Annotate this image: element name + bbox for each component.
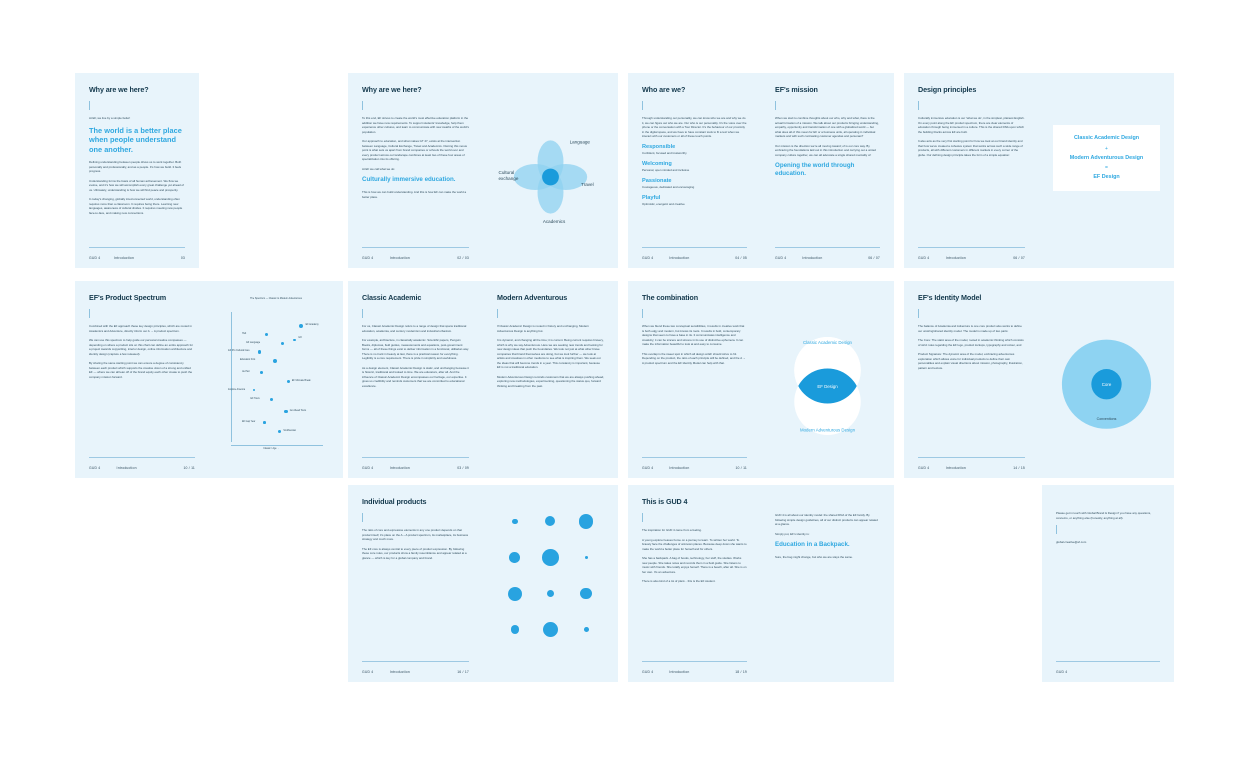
product-dot (584, 627, 589, 632)
footer-brand: GUD 4 (918, 466, 930, 470)
chart-point-label: Go Ahead Tours (289, 409, 307, 412)
page-title: EF's Product Spectrum (89, 293, 167, 302)
chart-point (273, 359, 277, 363)
footer-rule (642, 661, 747, 662)
product-dot (579, 514, 593, 528)
body-paragraph: The EF core is always central to every piece of product expression. By following these core rules, our products show a family resemblance and appear related at a glance — which is key for a global company and brand. (362, 546, 467, 560)
product-dot (509, 552, 520, 563)
footer-section: Introduction (669, 256, 690, 260)
body-paragraph: Product Signature: The dynamic area of the model, embracing adventurous exploration which allows voice for individual products to define their own personalities and explain visual directions about mission, photography, illustration, pattern and texture. (918, 352, 1023, 370)
equation-plus: + (1105, 145, 1108, 152)
body-paragraph: The inspiration for GUD 4 came from a feeling. (642, 528, 702, 532)
chart-point (287, 380, 290, 383)
footer-rule (918, 457, 1025, 458)
body-paragraph: Our approach to education, and what makes GT 27, exists at the intersection between Language, Cultural Exchange, Travel and Academics. Owning this nexus point is what sets us apart from brand companies or schools the world over and every product across our landscape combines at least two of these four areas of specialization into its offering. (362, 139, 467, 161)
page-why-are-we-here-1 (75, 73, 199, 268)
product-dot (542, 549, 559, 566)
page-classic-academic (348, 281, 483, 478)
page-venn-diagram (761, 281, 894, 478)
body-paragraph: Defining understanding between people drives us to work together. Both personally and professionally, and as a people. It's how we build. It feels progress. (89, 160, 182, 174)
page-title: The combination (642, 293, 699, 302)
chart-point-label: Smithsonian (283, 430, 297, 433)
footer-rule (642, 457, 747, 458)
footer-section: Introduction (389, 670, 410, 674)
footer-page-number: 03 (180, 256, 185, 260)
footer-section: Introduction (945, 256, 966, 260)
footer-page-number: 06 / 07 (868, 256, 880, 260)
chart-point-label: EF Pro Cultural Care (228, 350, 250, 353)
page-individual-products (348, 485, 483, 682)
footer-page-number: 03 / 09 (457, 466, 469, 470)
tick-mark (497, 309, 498, 318)
page-footer (775, 256, 880, 260)
chart-point-label: Explore America (228, 388, 246, 391)
footer-section: Introduction (802, 256, 823, 260)
footer-page-number: 14 / 15 (1013, 466, 1025, 470)
page-title: Individual products (362, 497, 427, 506)
product-dot (511, 625, 519, 633)
venn-center-label: EF Design (817, 383, 838, 389)
value-description: Optimistic, energetic and creative (642, 201, 685, 206)
chart-point (260, 371, 263, 374)
chart-point-label: Au Pair (242, 371, 250, 374)
body-paragraph: GUD 4 is all about our identity model: the shared DNA of the EF family. By following simple design guidelines, all of our distinct products can appear related at a glance. (775, 513, 878, 526)
body-paragraph: She has a backpack. A bag of books, technology, her stuff, the studies. Works new people. She takes notes and records them in a field guide. She listens to music with friends. She totally enjoys herself. There is a beach, after all. She is on her own. It's an adventure. (642, 556, 747, 574)
body-paragraph: Through understanding our personality, we can know who we are and why we do it, we can figure out who we are. Our who is our personality. It's the voice over the phone or the conversation with a Tour Director. It's the behaviour of our proximity in the digital space, and we have to have constant tools to fit a text when we interact with our customers or all of these touch points. (642, 116, 747, 138)
tick-mark (1056, 525, 1057, 534)
chart-point-label: EF Tours (250, 397, 260, 400)
page-design-principles (904, 73, 1039, 268)
body-paragraph: We can use this spectrum to help guide our personal creative compasses — depending on where a product sits on this chart can define an entire approach for a project towards copywriting, interior design, online information architecture and identity design (capture a few released). (89, 338, 193, 356)
circle-core-label: Core (1101, 381, 1112, 387)
body-paragraph: It also acts as the very first starting point for how we look at our brand identity and that how we've created a cohesive system that works across such a wide range of products, all with different customers in different markets in every corner of the globe. Our defining design principle takes the form of a simple equation: (918, 139, 1023, 157)
page-title: Why are we here? (89, 85, 149, 94)
value-name: Responsible (642, 143, 676, 150)
headline: Opening the world through education. (775, 162, 855, 178)
circle-outer-label: Conventions (1096, 416, 1117, 421)
page-title: Modern Adventurous (497, 293, 568, 302)
spread-6 (348, 281, 618, 478)
footer-brand: GUD 4 (362, 466, 374, 470)
footer-brand: GUD 4 (362, 256, 374, 260)
body-paragraph: It is dynamic, and changing all the time; it is current. Being current requires bravery, which is why we say Adventurous. Here we are seeking new trends and looking for new design ideas that push the boundaries. We look not just at what other brave companies that brand themselves are doing, but we look further — we look at artists and creatives in other mediums to see what is inspiring them. We seek out the ideas that will become trends in a year. This constancy is important, because EF is not a traditional education. (497, 338, 604, 369)
footer-brand: GUD 4 (89, 256, 101, 260)
closing-text: Sure, the bag might change, but who we are stays the same. (775, 555, 853, 560)
page-footer (362, 256, 469, 260)
page-footer (1056, 670, 1160, 674)
chart-point-label: EF Language (246, 341, 261, 344)
body-paragraph: The ratio of core and expressive elements in any one product depends on that product itself, it's place on the A→A product spectrum, its marketplace, its business strategy and much more. (362, 528, 469, 541)
page-footer (642, 466, 747, 470)
page-the-combination (628, 281, 761, 478)
tick-mark (642, 513, 643, 522)
body-paragraph: In today's changing, globally interconnected world, understanding often requires more than a classroom. It requires being there. Learning new languages, awareness of cultural divides. It requires meeting new people face-to-face, and making new connections. (89, 197, 183, 215)
page-title: Who are we? (642, 85, 686, 94)
chart-point (278, 430, 281, 433)
equation-line-3: EF Design (1093, 173, 1120, 180)
chart-point (293, 339, 296, 342)
footer-section: Introduction (669, 466, 690, 470)
tick-mark (642, 309, 643, 318)
page-who-are-we (628, 73, 761, 268)
tick-mark (89, 101, 90, 110)
page-modern-adventurous (483, 281, 618, 478)
label-academics: Academics (542, 218, 566, 224)
brand-values-list (642, 144, 747, 206)
page-ef-mission (761, 73, 894, 268)
page-this-is-gud4 (628, 485, 761, 682)
chart-point-label: Hult (242, 332, 247, 335)
footer-brand: GUD 4 (89, 466, 101, 470)
spread-11 (1042, 485, 1174, 682)
body-paragraph: The Core: The static area of the model, rooted in academic thinking which consists of strict rules regarding the EF logo, product lockups, typography and colour, and (918, 338, 1024, 347)
page-flower-diagram (483, 73, 618, 268)
body-paragraph: As a design element, Classic Academic Design is static, and unchanging because it is historic, traditional and looked to time. We are educators, after all. And the influence of Classic Academic Design encompasses our heritage, our expertise. It gives us credibility and reminds customers that we are committed to educational excellence. (362, 365, 469, 388)
value-description: Personal, open minded and inclusive (642, 167, 690, 172)
page-blank (199, 73, 275, 268)
page-footer (89, 256, 185, 260)
chart-point (284, 410, 287, 413)
chart-point-label: Education First (239, 359, 256, 362)
venn-bottom-label: Modern Adventurous Design (799, 427, 856, 432)
page-product-spectrum (75, 281, 209, 478)
body-paragraph: There is also kind of a lot of plant... this is the EF student. (642, 579, 716, 583)
footer-page-number: 02 / 03 (457, 256, 469, 260)
headline: Education in a Backpack. (775, 541, 850, 548)
footer-section: Introduction (389, 466, 410, 470)
chart-point-label: GO (298, 337, 302, 340)
page-footer (642, 256, 747, 260)
page-why-are-we-here-2 (348, 73, 483, 268)
body-paragraph: When we start to combine thoughts about our who, why and what, there is the actual formation of a mission. We talk about our products bringing understanding, empathy, opportunity and transformation of one with a globalized world — but what does all of this mean for EF or a business units, all operating in individual markets and with such contrasting customer agendas and personas? (775, 116, 879, 138)
dots-grid (497, 503, 604, 647)
page-title: This is GUD 4 (642, 497, 688, 506)
body-paragraph: This overlap is the sweet spot in which all design at EF should strive to hit. Depending on the product, the ratio of each principle will be defined, and the A → A product spectrum and the EF Identity Model can help with that. (642, 351, 746, 365)
tick-mark (362, 309, 363, 318)
body-paragraph: Modern Adventurous Design reminds customers that we are always pushing ahead, exploring new methodologies, experimenting, questioning the status quo, forward thinking and breaking from the past. (497, 374, 605, 388)
footer-page-number: 10 / 11 (183, 466, 195, 470)
identity-model-circle (1053, 331, 1160, 441)
footer-rule (362, 661, 469, 662)
tick-mark (362, 101, 363, 110)
footer-brand: GUD 4 (362, 670, 374, 674)
tick-mark (918, 309, 919, 318)
venn-diagram (775, 321, 880, 451)
body-paragraph: By sharing the same starting point we can ensure a degree of consistency between each product which supports the creative vision of a strong and unified EF — where we can all lean off of the brand equity each other create to push the company mission forward. (89, 361, 193, 379)
footer-section: Introduction (669, 670, 690, 674)
label-travel: Travel (581, 181, 594, 187)
footer-rule (362, 247, 469, 248)
footer-rule (775, 247, 880, 248)
body-paragraph: For us, Classic Academic Design refers to a range of design that spans traditional education, academia, and century modernism and industrial urbanism. (362, 324, 467, 333)
headline: Culturally immersive education. (362, 176, 456, 183)
value-description: Courageous, dedicated and encouraging (642, 184, 695, 189)
product-dot (545, 516, 555, 526)
value-name: Passionate (642, 177, 672, 184)
tick-mark (775, 101, 776, 110)
footer-rule (89, 247, 185, 248)
footer-section: Introduction (945, 466, 966, 470)
contact-email[interactable]: global.creative@ef.com (1056, 540, 1087, 544)
page-title: Design principles (918, 85, 977, 94)
product-dot (512, 519, 518, 525)
four-petal-diagram (497, 117, 604, 237)
footer-brand: GUD 4 (642, 670, 654, 674)
page-footer (89, 466, 195, 470)
footer-brand: GUD 4 (642, 466, 654, 470)
spectrum-chart (223, 306, 329, 454)
value-description: Confident, focused and trustworthy (642, 150, 687, 155)
spread-5 (75, 281, 343, 478)
contact-intro: Please get in touch with Global Brand & Design if you have any questions, concerns, or anything else (honestly, anything at all). (1056, 511, 1151, 520)
chart-title: The Spectrum — Classic to Modern Adventurous (250, 297, 302, 300)
chart-point (258, 350, 261, 353)
value-name: Playful (642, 194, 661, 201)
page-footer (918, 466, 1025, 470)
footer-brand: GUD 4 (1056, 670, 1068, 674)
headline: The world is a better place when people understand one another. (89, 125, 182, 154)
page-title: EF's mission (775, 85, 818, 94)
equation-card (1053, 125, 1160, 191)
footer-section: Introduction (116, 466, 137, 470)
body-paragraph: For example, architecture, in classically academic. Scientific papers, Penguin Books, diplomas, field guides, measurements and equations, post-government forms — all of these things exist to deliver information in a functional, utilitarian way. There is no truck in beauty at last, there is a practical reason for everything. Legibility is a core requirement. There is pride in simplicity and usefulness. (362, 338, 469, 360)
body-paragraph: Culturally immersive education is our 'what we do', in the simplest, plainest English. On every point along the EF product spectrum, there are clear elements of education through being immersed in a culture. This is the shared DNA upon which the building blocks across EF are built. (918, 116, 1025, 134)
tick-mark (642, 101, 643, 110)
page-footer (642, 670, 747, 674)
spread-1 (75, 73, 275, 268)
footer-page-number: 10 / 11 (735, 466, 747, 470)
chart-point-label: EF Ultimate Break (291, 380, 311, 382)
page-identity-model (904, 281, 1039, 478)
footer-page-number: 16 / 17 (457, 670, 469, 674)
page-footer (362, 670, 469, 674)
footer-brand: GUD 4 (918, 256, 930, 260)
product-dot (585, 556, 588, 559)
spread-8 (904, 281, 1174, 478)
spread-10 (628, 485, 894, 682)
tick-mark (362, 513, 363, 522)
chart-point (281, 342, 284, 345)
footer-rule (362, 457, 469, 458)
body-paragraph: When we blend these two conceptual sensibilities, it results in creative work that is both edgy and modern, but knows its roots. It results in bold, contemporary designs that seem to have a base in its. It communicates intelligence and creativity; it can be sincere and sincere in its use of distinctive ephemera. It can make the information beautiful to look at and easy to consume. (642, 324, 745, 346)
label-cultural-exchange: Cultural (498, 169, 515, 175)
footer-rule (918, 247, 1025, 248)
page-title: Why are we here? (362, 85, 422, 94)
tick-mark (89, 309, 90, 318)
tick-mark (918, 101, 919, 110)
label-cultural-exchange-2: exchange (498, 175, 519, 181)
chart-x-label: Classic / Age → (263, 448, 280, 451)
spread-2 (348, 73, 618, 268)
footer-page-number: 06 / 07 (1013, 256, 1025, 260)
chart-point (270, 398, 273, 401)
footer-rule (1056, 661, 1160, 662)
footnote: This is how we can build understanding. And this is how EF can make the world a better place. (362, 190, 467, 199)
footer-brand: GUD 4 (642, 256, 654, 260)
venn-top-label: Classic Academic Design (803, 339, 852, 345)
body-paragraph: Understanding forms the basis of all human achievement. We flow we evolve, and it's how we will accomplish every great challenge yet ahead of us. Ultimately, understanding is how we will find peace and prosperity. (89, 178, 184, 192)
footer-brand: GUD 4 (775, 256, 787, 260)
page-title: EF's Identity Model (918, 293, 982, 302)
footer-page-number: 18 / 19 (735, 670, 747, 674)
spread-3 (628, 73, 894, 268)
body-paragraph: Combined with the EF approach these key design principles, which are rooted in Academics and Adventure, directly inform our A → A product spectrum. (89, 324, 192, 333)
body-paragraph: If Classic Academic Design is rooted in history and unchanging, Modern Adventurous Design is anything but. (497, 324, 589, 333)
equation-line-1: Classic Academic Design (1073, 135, 1140, 142)
page-education-in-a-backpack (761, 485, 894, 682)
page-contact (1042, 485, 1174, 682)
chart-point (265, 333, 268, 336)
footer-rule (89, 457, 195, 458)
eyebrow-text: At EF, we live by a simple belief: (89, 116, 131, 120)
product-dot (547, 590, 554, 597)
label-language: Language (569, 138, 590, 144)
chart-y-axis (231, 312, 232, 442)
value-name: Welcoming (642, 160, 672, 167)
product-dot (543, 622, 559, 638)
page-footer (918, 256, 1025, 260)
product-dot (580, 588, 592, 600)
chart-point-label: EF Academy (305, 323, 319, 326)
body-paragraph: At EF we call what we do: (362, 166, 396, 171)
chart-point-label: EF Gap Year (242, 421, 256, 424)
equation-line-2: Modern Adventurous Design (1069, 154, 1144, 161)
body-paragraph: Simply put, EF's identity is: (775, 531, 810, 536)
page-spectrum-chart (209, 281, 343, 478)
spread-7 (628, 281, 894, 478)
footer-rule (642, 247, 747, 248)
footer-section: Introduction (389, 256, 410, 260)
page-footer (362, 466, 469, 470)
footer-section: Introduction (113, 256, 135, 260)
chart-point (263, 421, 266, 424)
page-title: Classic Academic (362, 293, 422, 302)
body-paragraph: A young explorer leaves home on a journey to learn. To written her world. To bravely face the challenges of unknown places. Because deep down she wants to make the world a better place for herself and for others. (642, 537, 747, 551)
body-paragraph: Our mission is the direction we're all moving toward; of is our core way. By embracing the foundations laid out in this introduction and carrying out a united company culture together, we can all advocate a single shared mentality of: (775, 143, 876, 157)
page-product-dots-grid (483, 485, 618, 682)
chart-point (299, 324, 303, 328)
spread-4 (904, 73, 1174, 268)
equation-equals: = (1105, 164, 1108, 171)
product-dot (508, 587, 522, 601)
body-paragraph: The balance of Academia and Adventure is one core product also works to define our unstring/shared identity model. The model is made up of two parts: (918, 324, 1022, 333)
body-paragraph: To this end, EF strives to create the world's most effective education platform in the addition we have new requirements. To support students' knowledge, help them experience other cultures, and learn to communicate with new swaths of the world's population. (362, 116, 469, 134)
chart-point (253, 389, 256, 392)
spread-9 (348, 485, 618, 682)
page-identity-circle (1039, 281, 1174, 478)
chart-x-axis (231, 445, 322, 446)
page-design-equation (1039, 73, 1174, 268)
footer-page-number: 04 / 05 (735, 256, 747, 260)
